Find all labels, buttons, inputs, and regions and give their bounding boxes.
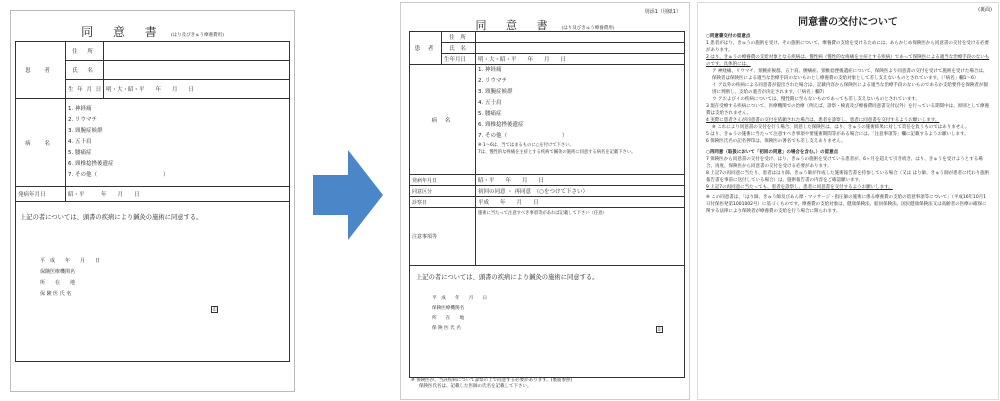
original-consent-form — [10, 10, 295, 392]
address-field[interactable] — [476, 32, 685, 43]
name-field[interactable] — [104, 61, 290, 80]
onset-field[interactable]: 昭・平 年 月 日 — [66, 187, 290, 202]
name-field[interactable] — [476, 43, 685, 54]
seal-icon: 印 — [657, 327, 662, 332]
exam-date-field[interactable]: 平成 年 月 日 — [476, 197, 685, 208]
doc-body: ○同意書交付の留意点 1 患者がはり、きゅうの施術を受け、その施術について、療養費の支給を受けるためには、あらかじめ保険医から同意書の交付を受ける必要があります。 2 はり、きゅうの療養費の支給対象となる疾病は、慢性病（慢性的な疼痛を主症とする疾病）であって保険医による適当な治療手段のないものです。具体的には、 ア 神経痛、リウマチ、頸腕症候群、五十肩、腰痛症、頸椎捻挫後遺症について、保険医より同意書の交付を受けて施術を受けた場合は、保険者は保険医による適当な治療手段のないものとし療養費の支給対象として差し支えないものとされています。（「病名」欄1〜6） イ ア以外の疾病による同意書が提出された場合は、記載内容から保険医による適当な治療手段のないものであるか支給要件を保険者が個別に判断し、支給の適否が決定されます。（「病名」欄7） ウ アおよびイの疾病については、慢性期に至らないものであっても差し支えないものとされています。 3 現在受療する疾病について、医療機関での治療（例えば、診察・検査及び療養費同意書交付以外）を行っている期間中は、原則として療養費は支給されません。 4 実際に患者さんが同意書の交付を依頼された場合は、患者を診察し、患者に同意書を交付するようお願いします。 ※ これにより同意書の交付を行う場合、同意した保険医は、はり、きゅうの施術結果に対して責任を負うものではありません。 5 はり、きゅうの施術に当たって注意すべき事項や要施術期間等がある場合には、「注意事項等」欄に記載するようお願いします。 6 保険医氏名の記名押印は、保険医の署名でも差し支えありません。 ○再同意（取扱において「初回の同意」の場合を含む。）の留意点 7 保険医から同意書の交付を受け、はり、きゅうの施術を受けている患者が、6ヶ月を超えて引き続き、はり、きゅうを受けようとする場合、再度、保険医から同意書の交付を受ける必要があります。 8 上記7の再同意に当たり、患者ははり師、きゅう師が作成した施術報告書を持参している場合（又は はり師、きゅう師が患者に代わり施術報告書を事前に送付している場合）は、施術報告書の内容をご確認願います。 9 上記7の再同意に当たっても、患者を診察し、患者に同意書を交付するようお願いします。 ※ この同意書は、「はり師、きゅう師及びあん摩・マッサージ・指圧師の施術に係る療養費の支給の留意事項等について」（平成16年10月1日付保医発第1001002号）に基づくものです。療養費の支給対象は、健康保険法、船員保険法、国民健康保険法又は高齢者の医療の確保に関する法律により保険者が療養費の支給を行う場合に限られます。 — [706, 34, 990, 214]
address-field[interactable] — [104, 42, 290, 61]
form-table: 患 者 住 所 氏 名 生 年 月 日 明・大・昭・平 年 月 日 病 名 1. 神経痛 2. リウマチ 3. 頸腕症候群 4. 五十肩 5. 腰痛症 6. 頸椎捻挫後遺症 7. その他（ ） 発病年月日 昭・平 年 月 日 上記の者については、頭書の疾病により鍼灸の施術に同意する。 平 成 年 月 日 保険医療機関名 所 在 地 保 険 医 氏 名 印 — [15, 41, 290, 362]
form-table: 患 者 住 所 氏 名 生年月日 明・大・昭・平 年 月 日 病 名 1. 神経痛 2. リウマチ 3. 頸腕症候群 4. 五十肩 5. 腰痛症 6. 頸椎捻挫後遺症 7. その他（ ） ※ 1〜6は、当てはまるものに○を付けて下さい。 7は、慢性的な疼痛を主症とする疾病で鍼灸の施術に同意する病名を記載下さい。 発病年月日 昭・平 年 月 日 同意区分 初回の同意 ・ 再同意 （○をつけて下さい） 診察日 平成 年 月 日 注意事項等 施術に当たって注意すべき事項等があれば記載して下さい（任意） 上記の者については、頭書の疾病により鍼灸の施術に同意する。 平 成 年 月 日 保険医療機関名 所 在 地 保 険 医 氏 名 印 — [409, 31, 685, 378]
doc-title: 同意書の交付について — [798, 17, 898, 28]
disease-list: 1. 神経痛 2. リウマチ 3. 頸腕症候群 4. 五十肩 5. 腰痛症 6. 頸椎捻挫後遺症 7. その他（ ） ※ 1〜6は、当てはまるものに○を付けて下さい。 7は、慢性的な疼痛を主症とする疾病で鍼灸の施術に同意する病名を記載下さい。 — [476, 65, 685, 175]
annex-mark: 別添1（別紙1） — [644, 9, 681, 15]
consent-type-field[interactable]: 初回の同意 ・ 再同意 （○をつけて下さい） — [476, 186, 685, 197]
birth-field[interactable]: 明・大・昭・平 年 月 日 — [104, 80, 290, 99]
onset-field[interactable]: 昭・平 年 月 日 — [476, 175, 685, 186]
consent-box: 上記の者については、頭書の疾病により鍼灸の施術に同意する。 平 成 年 月 日 保険医療機関名 所 在 地 保 険 医 氏 名 印 — [16, 202, 290, 362]
form-title: 同 意 書 (はり及びきゅう療養費用) — [475, 19, 615, 32]
signature-block: 平 成 年 月 日 保険医療機関名 所 在 地 保 険 医 氏 名 — [432, 296, 488, 331]
right-arrow-icon — [313, 150, 383, 240]
back-side-mark: (裏面) — [978, 7, 992, 13]
notes-field[interactable]: 施術に当たって注意すべき事項等があれば記載して下さい（任意） — [476, 208, 685, 266]
birth-field[interactable]: 明・大・昭・平 年 月 日 — [476, 54, 685, 65]
revised-consent-form — [400, 2, 690, 400]
footnotes: ※ 保険医が、当該疾病について診察の上で同意する必要があります。(裏面参照) 保険医氏名は、記載した医師の氏名を記載して下さい。 — [411, 378, 573, 389]
form-title: 同 意 書 (はり及びきゅう療養費用) — [81, 25, 224, 39]
seal-icon: 印 — [212, 307, 217, 312]
signature-block: 平 成 年 月 日 保険医療機関名 所 在 地 保 険 医 氏 名 — [40, 258, 101, 297]
disease-list: 1. 神経痛 2. リウマチ 3. 頸腕症候群 4. 五十肩 5. 腰痛症 6. 頸椎捻挫後遺症 7. その他（ ） — [66, 99, 290, 187]
guidance-document — [697, 2, 999, 400]
consent-box: 上記の者については、頭書の疾病により鍼灸の施術に同意する。 平 成 年 月 日 保険医療機関名 所 在 地 保 険 医 氏 名 印 — [410, 266, 685, 378]
